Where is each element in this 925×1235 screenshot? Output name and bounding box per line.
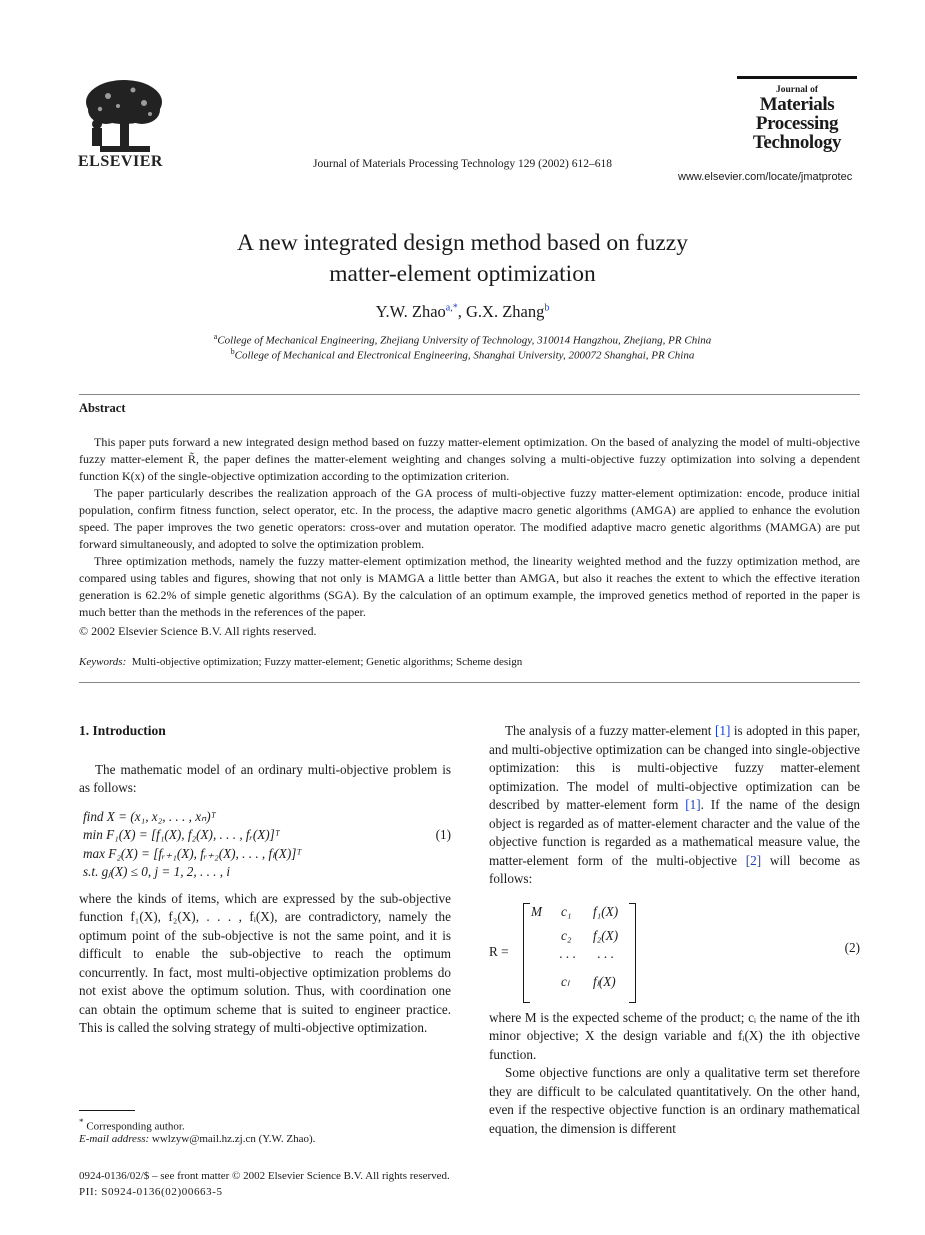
email-note: [79, 1133, 315, 1145]
matrix-cell: c₁: [561, 903, 572, 919]
matrix-cell: M: [531, 903, 542, 919]
author-name: G.X. Zhang: [465, 302, 545, 321]
matrix-cell: f₁(X): [593, 903, 619, 919]
equation-line: min F₁(X) = [f₁(X), f₂(X), . . . , fᵣ(X)]ᵀ: [83, 827, 280, 842]
affiliation-mark: a: [213, 332, 218, 341]
right-column: [489, 722, 860, 1138]
body-paragraph: The mathematic model of an ordinary multi-objective problem is as follows:: [79, 761, 451, 795]
elsevier-tree-logo: [78, 76, 170, 156]
affiliation: [0, 347, 925, 362]
author-name: Y.W. Zhao: [375, 302, 446, 321]
abstract-copyright: © 2002 Elsevier Science B.V. All rights reserved.: [79, 624, 317, 638]
affiliation-text: College of Mechanical Engineering, Zhejiang University of Technology, 310014 Hangzhou, Zhejiang, PR China: [217, 334, 712, 347]
body-text: . If the name of the design object is regarded as of matter-element character and the value of the objective function is regarded as a mathematical measure value, the matter-element form of the multi-objective: [489, 797, 861, 868]
matrix-cell: · · ·: [559, 949, 576, 965]
equation-number: (1): [435, 826, 451, 842]
equation-lhs: R =: [489, 943, 509, 959]
matrix-left-bracket: [523, 903, 530, 1003]
affiliation: [0, 332, 925, 347]
divider: [79, 682, 860, 683]
article-title: [0, 228, 925, 290]
journal-logo-line: Technology: [752, 132, 842, 153]
equation-line: max F₂(X) = [fᵣ₊₁(X), fᵣ₊₂(X), . . . , fₗ(X)]ᵀ: [83, 845, 302, 861]
abstract-paragraph: This paper puts forward a new integrated design method based on fuzzy matter-element optimization. On the based of analyzing the model of multi-objective fuzzy matter-element R̃, the paper defines the matter-element weighting and changes solving a multi-objective fuzzy optimization into solving a dependent function K(x) of the single-objective optimization according to the optimization criterion.: [79, 435, 860, 483]
journal-logo-small: Journal of: [776, 85, 818, 95]
author-list: [0, 302, 925, 322]
divider: [79, 394, 860, 395]
equation-line: s.t. gⱼ(X) ≤ 0, j = 1, 2, . . . , i: [83, 864, 231, 879]
abstract-heading: Abstract: [79, 401, 126, 415]
matrix-cell: c₂: [561, 927, 572, 943]
affiliation-text: College of Mechanical and Electronical Engineering, Shanghai University, 200072 Shanghai, PR China: [234, 349, 695, 362]
author-separator: ,: [457, 302, 466, 321]
section-heading: 1. Introduction: [79, 723, 166, 738]
journal-citation: Journal of Materials Processing Technology 129 (2002) 612–618: [313, 158, 612, 170]
journal-url-link[interactable]: www.elsevier.com/locate/jmatprotec: [678, 171, 853, 183]
equation-number: (2): [844, 939, 860, 955]
footnote-text: Corresponding author.: [86, 1120, 185, 1133]
body-paragraph: where the kinds of items, which are expressed by the sub-objective function f₁(X), f₂(X), . . . , fᵢ(X), are contradictory, namely the optimum point of the sub-objective is not the same point, and it is difficult to enable the sub-objective to reach the optimum concurrently. In fact, most multi-objective optimization problems do not exist above the optimum solution. Thus, with coordination one can obtain the optimum scheme that is suited to engineer practice. This is called the solving strategy of multi-objective optimization.: [79, 890, 451, 1035]
body-text: The analysis of a fuzzy matter-element: [505, 723, 715, 738]
matrix-cell: fₗ(X): [593, 973, 616, 989]
footnote-divider: [79, 1110, 135, 1111]
left-column: [79, 722, 451, 1038]
abstract-body: [79, 434, 860, 621]
corresponding-author-note: [79, 1117, 185, 1133]
body-paragraph: [489, 722, 860, 889]
journal-logo-line: Materials: [759, 94, 835, 115]
journal-logo-line: Processing: [755, 113, 839, 134]
email-address[interactable]: wwlzyw@mail.hz.zj.cn (Y.W. Zhao).: [149, 1133, 316, 1145]
matrix-cell: cₗ: [561, 973, 570, 989]
publisher-wordmark: ELSEVIER: [78, 153, 163, 170]
email-label: E-mail address:: [79, 1133, 150, 1145]
body-paragraph: Some objective functions are only a qualitative term set therefore they are difficult to be calculated quantitatively. On the other hand, even if the respective objective function is an ordinary mathematical equation, the dimension is different: [489, 1065, 860, 1136]
body-text: will become as follows:: [489, 852, 860, 886]
equation-1: [83, 808, 451, 882]
body-text: is adopted in this paper, and multi-objective optimization can be changed into single-objective optimization: this is multi-objective fuzzy matter-element optimization. The model of multi-objective optimization can be described by matter-element form: [489, 723, 860, 812]
issn-line: 0924-0136/02/$ – see front matter © 2002 Elsevier Science B.V. All rights reserved.: [79, 1170, 450, 1182]
reference-link[interactable]: [2]: [745, 852, 762, 868]
matrix-cell: f₂(X): [593, 927, 619, 943]
author-affiliation-link[interactable]: b: [544, 302, 550, 314]
journal-logo: [737, 76, 857, 166]
title-line: matter-element optimization: [329, 261, 596, 287]
abstract-paragraph: The paper particularly describes the realization approach of the GA process of multi-objective fuzzy matter-element optimization: encode, produce initial population, confirm fitness function, select operator, etc. In the process, the adaptive macro genetic algorithms (AMGA) are applied to enhance the evolution speed. The paper improves the two genetic operators: cross-over and mutation operator. The modified adaptive macro genetic algorithms (MAMGA) are put forward simultaneously, and adopted to solve the optimization problem.: [79, 486, 860, 551]
reference-link[interactable]: [1]: [714, 723, 731, 738]
keywords-text: Multi-objective optimization; Fuzzy matter-element; Genetic algorithms; Scheme design: [131, 656, 523, 668]
matrix-right-bracket: [629, 903, 636, 1003]
footnote-mark: *: [79, 1117, 84, 1127]
affiliation-mark: b: [230, 347, 235, 356]
matrix-cell: · · ·: [597, 949, 614, 965]
equation-line: find X = (x₁, x₂, . . . , xₙ)ᵀ: [83, 808, 216, 824]
title-line: A new integrated design method based on fuzzy: [237, 230, 688, 256]
author-affiliation-link[interactable]: a,*: [445, 302, 458, 314]
body-paragraph: where M is the expected scheme of the product; cᵢ the name of the ith minor objective; X the design variable and fᵢ(X) the ith objective function.: [489, 1009, 860, 1062]
equation-2: [489, 903, 860, 1003]
abstract-paragraph: Three optimization methods, namely the fuzzy matter-element optimization method, the linearity weighted method and the fuzzy optimization method, are compared using tables and figures, showing that not only is MAMGA a little better than AMGA, but also it reaches the extent to which the effective iteration generation is 62.2% of simple genetic algorithms (SGA). By the calculation of an optimum example, the improved genetics method of reported in the paper is much better than the methods in the references of the paper.: [79, 554, 860, 619]
keywords-label: Keywords:: [79, 656, 127, 668]
keywords: [79, 656, 860, 668]
pii-line: PII: S0924-0136(02)00663-5: [79, 1186, 223, 1198]
reference-link[interactable]: [1]: [685, 797, 701, 812]
